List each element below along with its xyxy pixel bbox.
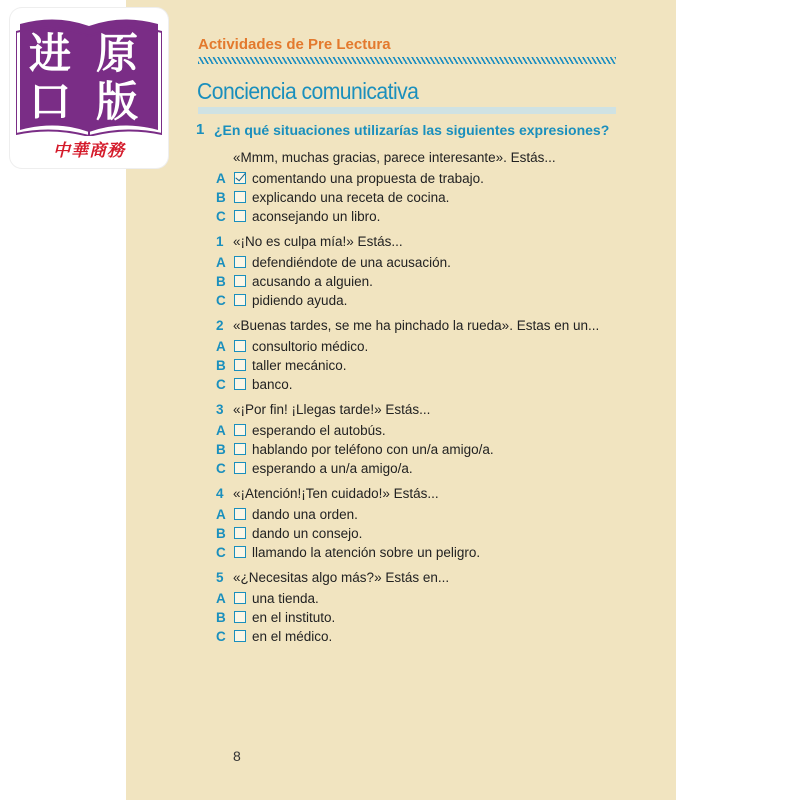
question-number: 1: [196, 121, 205, 138]
option-row: [0, 526, 800, 544]
option-text: dando un consejo.: [252, 526, 363, 541]
option-letter: B: [216, 442, 226, 457]
option-row: [0, 274, 800, 292]
open-book-logo: [16, 14, 162, 136]
option-letter: C: [216, 293, 226, 308]
option-row: [0, 209, 800, 227]
option-row: [0, 423, 800, 441]
option-text: una tienda.: [252, 591, 319, 606]
option-text: consultorio médico.: [252, 339, 369, 354]
option-text: taller mecánico.: [252, 358, 347, 373]
option-row: [0, 171, 800, 189]
option-letter: A: [216, 507, 226, 522]
option-row: [0, 507, 800, 525]
checkbox[interactable]: [234, 359, 246, 371]
option-row: [0, 339, 800, 357]
checkbox[interactable]: [234, 294, 246, 306]
section-title: Actividades de Pre Lectura: [198, 36, 391, 53]
badge-char-3: 口: [29, 77, 72, 126]
checkbox[interactable]: [234, 611, 246, 623]
option-row: [0, 591, 800, 609]
option-text: esperando a un/a amigo/a.: [252, 461, 413, 476]
option-letter: B: [216, 610, 226, 625]
option-text: hablando por teléfono con un/a amigo/a.: [252, 442, 494, 457]
checkbox[interactable]: [234, 546, 246, 558]
checkbox[interactable]: [234, 424, 246, 436]
item-prompt: «¡Por fin! ¡Llegas tarde!» Estás...: [233, 402, 431, 417]
option-text: comentando una propuesta de trabajo.: [252, 171, 484, 186]
option-row: [0, 293, 800, 311]
option-letter: C: [216, 209, 226, 224]
option-letter: C: [216, 377, 226, 392]
option-row: [0, 461, 800, 479]
item-prompt: «¿Necesitas algo más?» Estás en...: [233, 570, 450, 585]
checkbox[interactable]: [234, 592, 246, 604]
item-number: 5: [216, 570, 224, 585]
checkbox[interactable]: [234, 256, 246, 268]
option-text: explicando una receta de cocina.: [252, 190, 450, 205]
badge-char-4: 版: [96, 77, 139, 126]
checkbox[interactable]: [234, 191, 246, 203]
item-prompt: «¡Atención!¡Ten cuidado!» Estás...: [233, 486, 439, 501]
option-text: en el instituto.: [252, 610, 336, 625]
option-text: en el médico.: [252, 629, 333, 644]
option-letter: A: [216, 591, 226, 606]
book-page: [126, 0, 676, 800]
option-letter: A: [216, 423, 226, 438]
option-row: [0, 442, 800, 460]
option-letter: A: [216, 255, 226, 270]
badge-char-2: 原: [96, 29, 139, 78]
checkbox[interactable]: [234, 340, 246, 352]
checkbox[interactable]: [234, 443, 246, 455]
checked-checkbox[interactable]: [234, 172, 246, 184]
option-text: aconsejando un libro.: [252, 209, 381, 224]
hatch-divider: [198, 57, 616, 64]
option-text: banco.: [252, 377, 293, 392]
option-text: defendiéndote de una acusación.: [252, 255, 451, 270]
option-letter: C: [216, 461, 226, 476]
option-letter: A: [216, 171, 226, 186]
item-number: 4: [216, 486, 224, 501]
option-letter: C: [216, 629, 226, 644]
option-text: dando una orden.: [252, 507, 358, 522]
option-letter: A: [216, 339, 226, 354]
option-row: [0, 629, 800, 647]
option-row: [0, 255, 800, 273]
subtitle: Conciencia comunicativa: [197, 78, 419, 104]
item-prompt: «Buenas tardes, se me ha pinchado la rueda». Estas en un...: [233, 318, 600, 333]
item-number: 2: [216, 318, 224, 333]
option-text: esperando el autobús.: [252, 423, 386, 438]
option-text: acusando a alguien.: [252, 274, 373, 289]
question-text: ¿En qué situaciones utilizarías las siguientes expresiones?: [214, 122, 610, 138]
option-row: [0, 545, 800, 563]
option-text: llamando la atención sobre un peligro.: [252, 545, 481, 560]
checkbox[interactable]: [234, 630, 246, 642]
option-letter: B: [216, 274, 226, 289]
checkbox[interactable]: [234, 508, 246, 520]
option-letter: B: [216, 526, 226, 541]
option-row: [0, 190, 800, 208]
option-letter: B: [216, 358, 226, 373]
option-row: [0, 358, 800, 376]
subtitle-bar: [198, 107, 616, 114]
option-text: pidiendo ayuda.: [252, 293, 348, 308]
checkbox[interactable]: [234, 275, 246, 287]
original-edition-badge: [10, 8, 168, 168]
item-number: 1: [216, 234, 224, 249]
option-letter: B: [216, 190, 226, 205]
item-prompt: «Mmm, muchas gracias, parece interesante». Estás...: [233, 150, 556, 165]
checkbox[interactable]: [234, 378, 246, 390]
checkbox[interactable]: [234, 462, 246, 474]
checkbox[interactable]: [234, 527, 246, 539]
option-letter: C: [216, 545, 226, 560]
option-row: [0, 377, 800, 395]
item-number: 3: [216, 402, 224, 417]
page-number: 8: [233, 748, 241, 764]
item-prompt: «¡No es culpa mía!» Estás...: [233, 234, 403, 249]
badge-char-1: 进: [29, 29, 72, 78]
checkbox[interactable]: [234, 210, 246, 222]
option-row: [0, 610, 800, 628]
brand-name: 中華商務: [53, 141, 125, 161]
